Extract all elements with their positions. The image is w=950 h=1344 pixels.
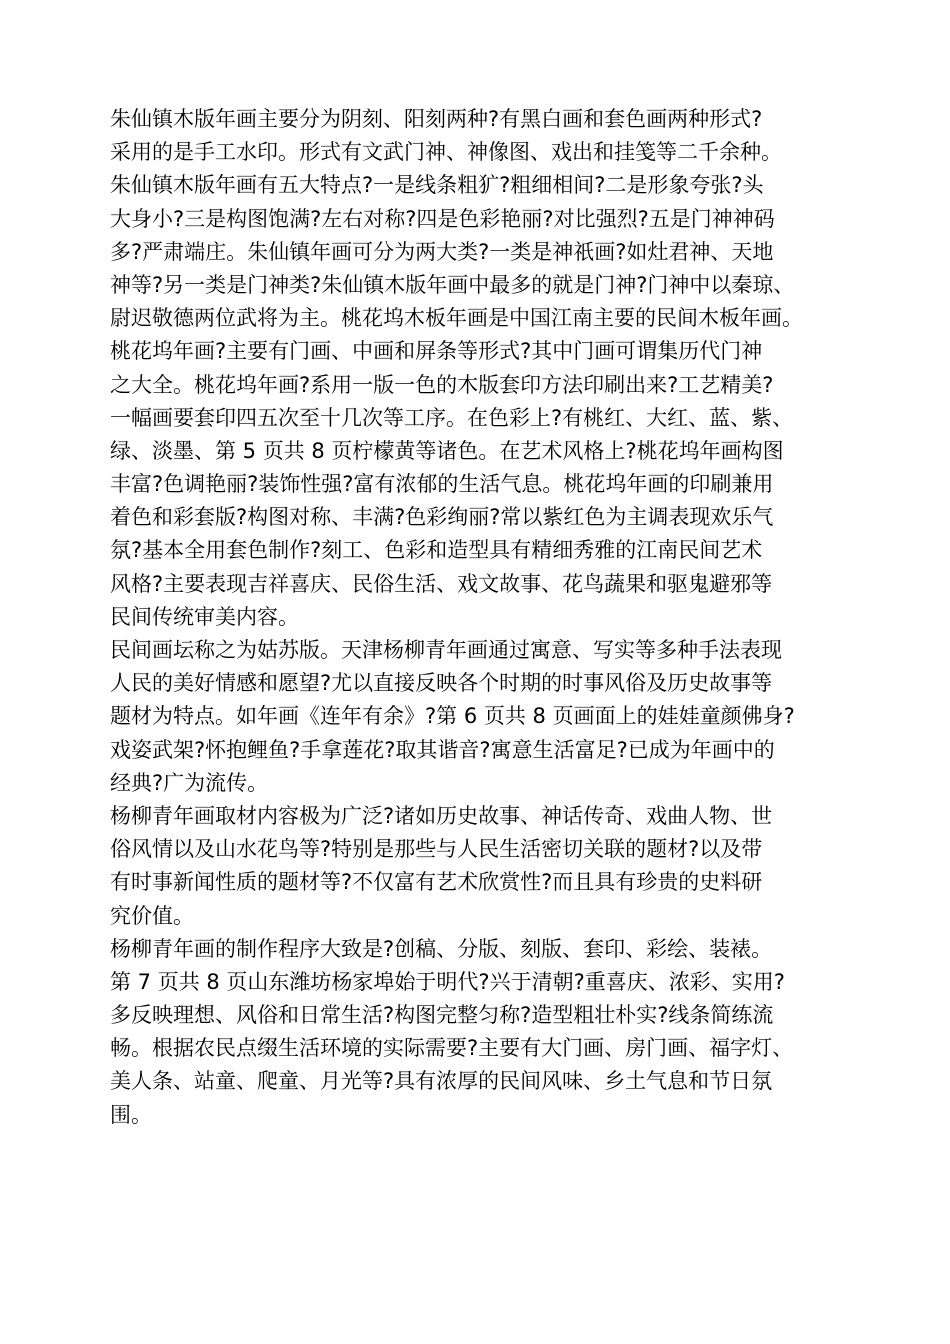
text-line: 多反映理想、风俗和日常生活?构图完整匀称?造型粗壮朴实?线条简练流 — [110, 1003, 774, 1028]
text-line: 之大全。桃花坞年画?系用一版一色的木版套印方法印刷出来?工艺精美? — [110, 372, 774, 397]
text-line: 氛?基本全用套色制作?刻工、色彩和造型具有精细秀雅的江南民间艺术 — [110, 538, 763, 563]
text-line: 杨柳青年画取材内容极为广泛?诸如历史故事、神话传奇、戏曲人物、世 — [110, 803, 773, 828]
text-line: 尉迟敬德两位武将为主。桃花坞木板年画是中国江南主要的民间木板年画。 — [110, 306, 803, 331]
text-line: 民间画坛称之为姑苏版。天津杨柳青年画通过寓意、写实等多种手法表现 — [110, 638, 782, 662]
text-line: 人民的美好情感和愿望?尤以直接反映各个时期的时事风俗及历史故事等 — [110, 671, 773, 696]
text-line: 绿、淡墨、第 5 页共 8 页柠檬黄等诸色。在艺术风格上?桃花坞年画构图 — [110, 438, 784, 463]
body-text — [110, 103, 910, 1132]
text-line: 俗风情以及山水花鸟等?特别是那些与人民生活密切关联的题材?以及带 — [110, 837, 763, 862]
text-line: 神等?另一类是门神类?朱仙镇木版年画中最多的就是门神?门神中以秦琼、 — [110, 272, 795, 297]
text-line: 经典?广为流传。 — [110, 770, 269, 795]
text-line: 着色和彩套版?构图对称、丰满?色彩绚丽?常以紫红色为主调表现欢乐气 — [110, 505, 774, 530]
text-line: 围。 — [110, 1102, 152, 1127]
text-line: 一幅画要套印四五次至十几次等工序。在色彩上?有桃红、大红、蓝、紫、 — [110, 405, 794, 430]
text-line: 多?严肃端庄。朱仙镇年画可分为两大类?一类是神祇画?如灶君神、天地 — [110, 239, 774, 264]
text-line: 戏姿武架?怀抱鲤鱼?手拿莲花?取其谐音?寓意生活富足?已成为年画中的 — [110, 737, 775, 762]
text-line: 朱仙镇木版年画主要分为阴刻、阳刻两种?有黑白画和套色画两种形式? — [110, 107, 763, 131]
text-line: 有时事新闻性质的题材等?不仅富有艺术欣赏性?而且具有珍贵的史料研 — [110, 870, 763, 895]
text-line: 大身小?三是构图饱满?左右对称?四是色彩艳丽?对比强烈?五是门神神码 — [110, 206, 775, 231]
text-line: 第 7 页共 8 页山东潍坊杨家埠始于明代?兴于清朝?重喜庆、浓彩、实用? — [110, 969, 785, 994]
text-line: 采用的是手工水印。形式有文武门神、神像图、戏出和挂笺等二千余种。 — [110, 140, 782, 165]
text-line: 究价值。 — [110, 903, 194, 928]
text-line: 丰富?色调艳丽?装饰性强?富有浓郁的生活气息。桃花坞年画的印刷兼用 — [110, 472, 774, 497]
text-line: 美人条、站童、爬童、月光等?具有浓厚的民间风味、乡土气息和节日氛 — [110, 1069, 773, 1094]
text-line: 畅。根据农民点缀生活环境的实际需要?主要有大门画、房门画、福字灯、 — [110, 1036, 794, 1061]
text-line: 题材为特点。如年画《连年有余》?第 6 页共 8 页画面上的娃娃童颜佛身? — [110, 704, 795, 729]
text-line: 朱仙镇木版年画有五大特点?一是线条粗犷?粗细相间?二是形象夸张?头 — [110, 173, 764, 198]
text-line: 桃花坞年画?主要有门画、中画和屏条等形式?其中门画可谓集历代门神 — [110, 339, 763, 364]
text-line: 民间传统审美内容。 — [110, 604, 299, 629]
text-line: 杨柳青年画的制作程序大致是?创稿、分版、刻版、套印、彩绘、装裱。 — [110, 936, 773, 961]
text-line: 风格?主要表现吉祥喜庆、民俗生活、戏文故事、花鸟蔬果和驱鬼避邪等 — [110, 571, 773, 596]
